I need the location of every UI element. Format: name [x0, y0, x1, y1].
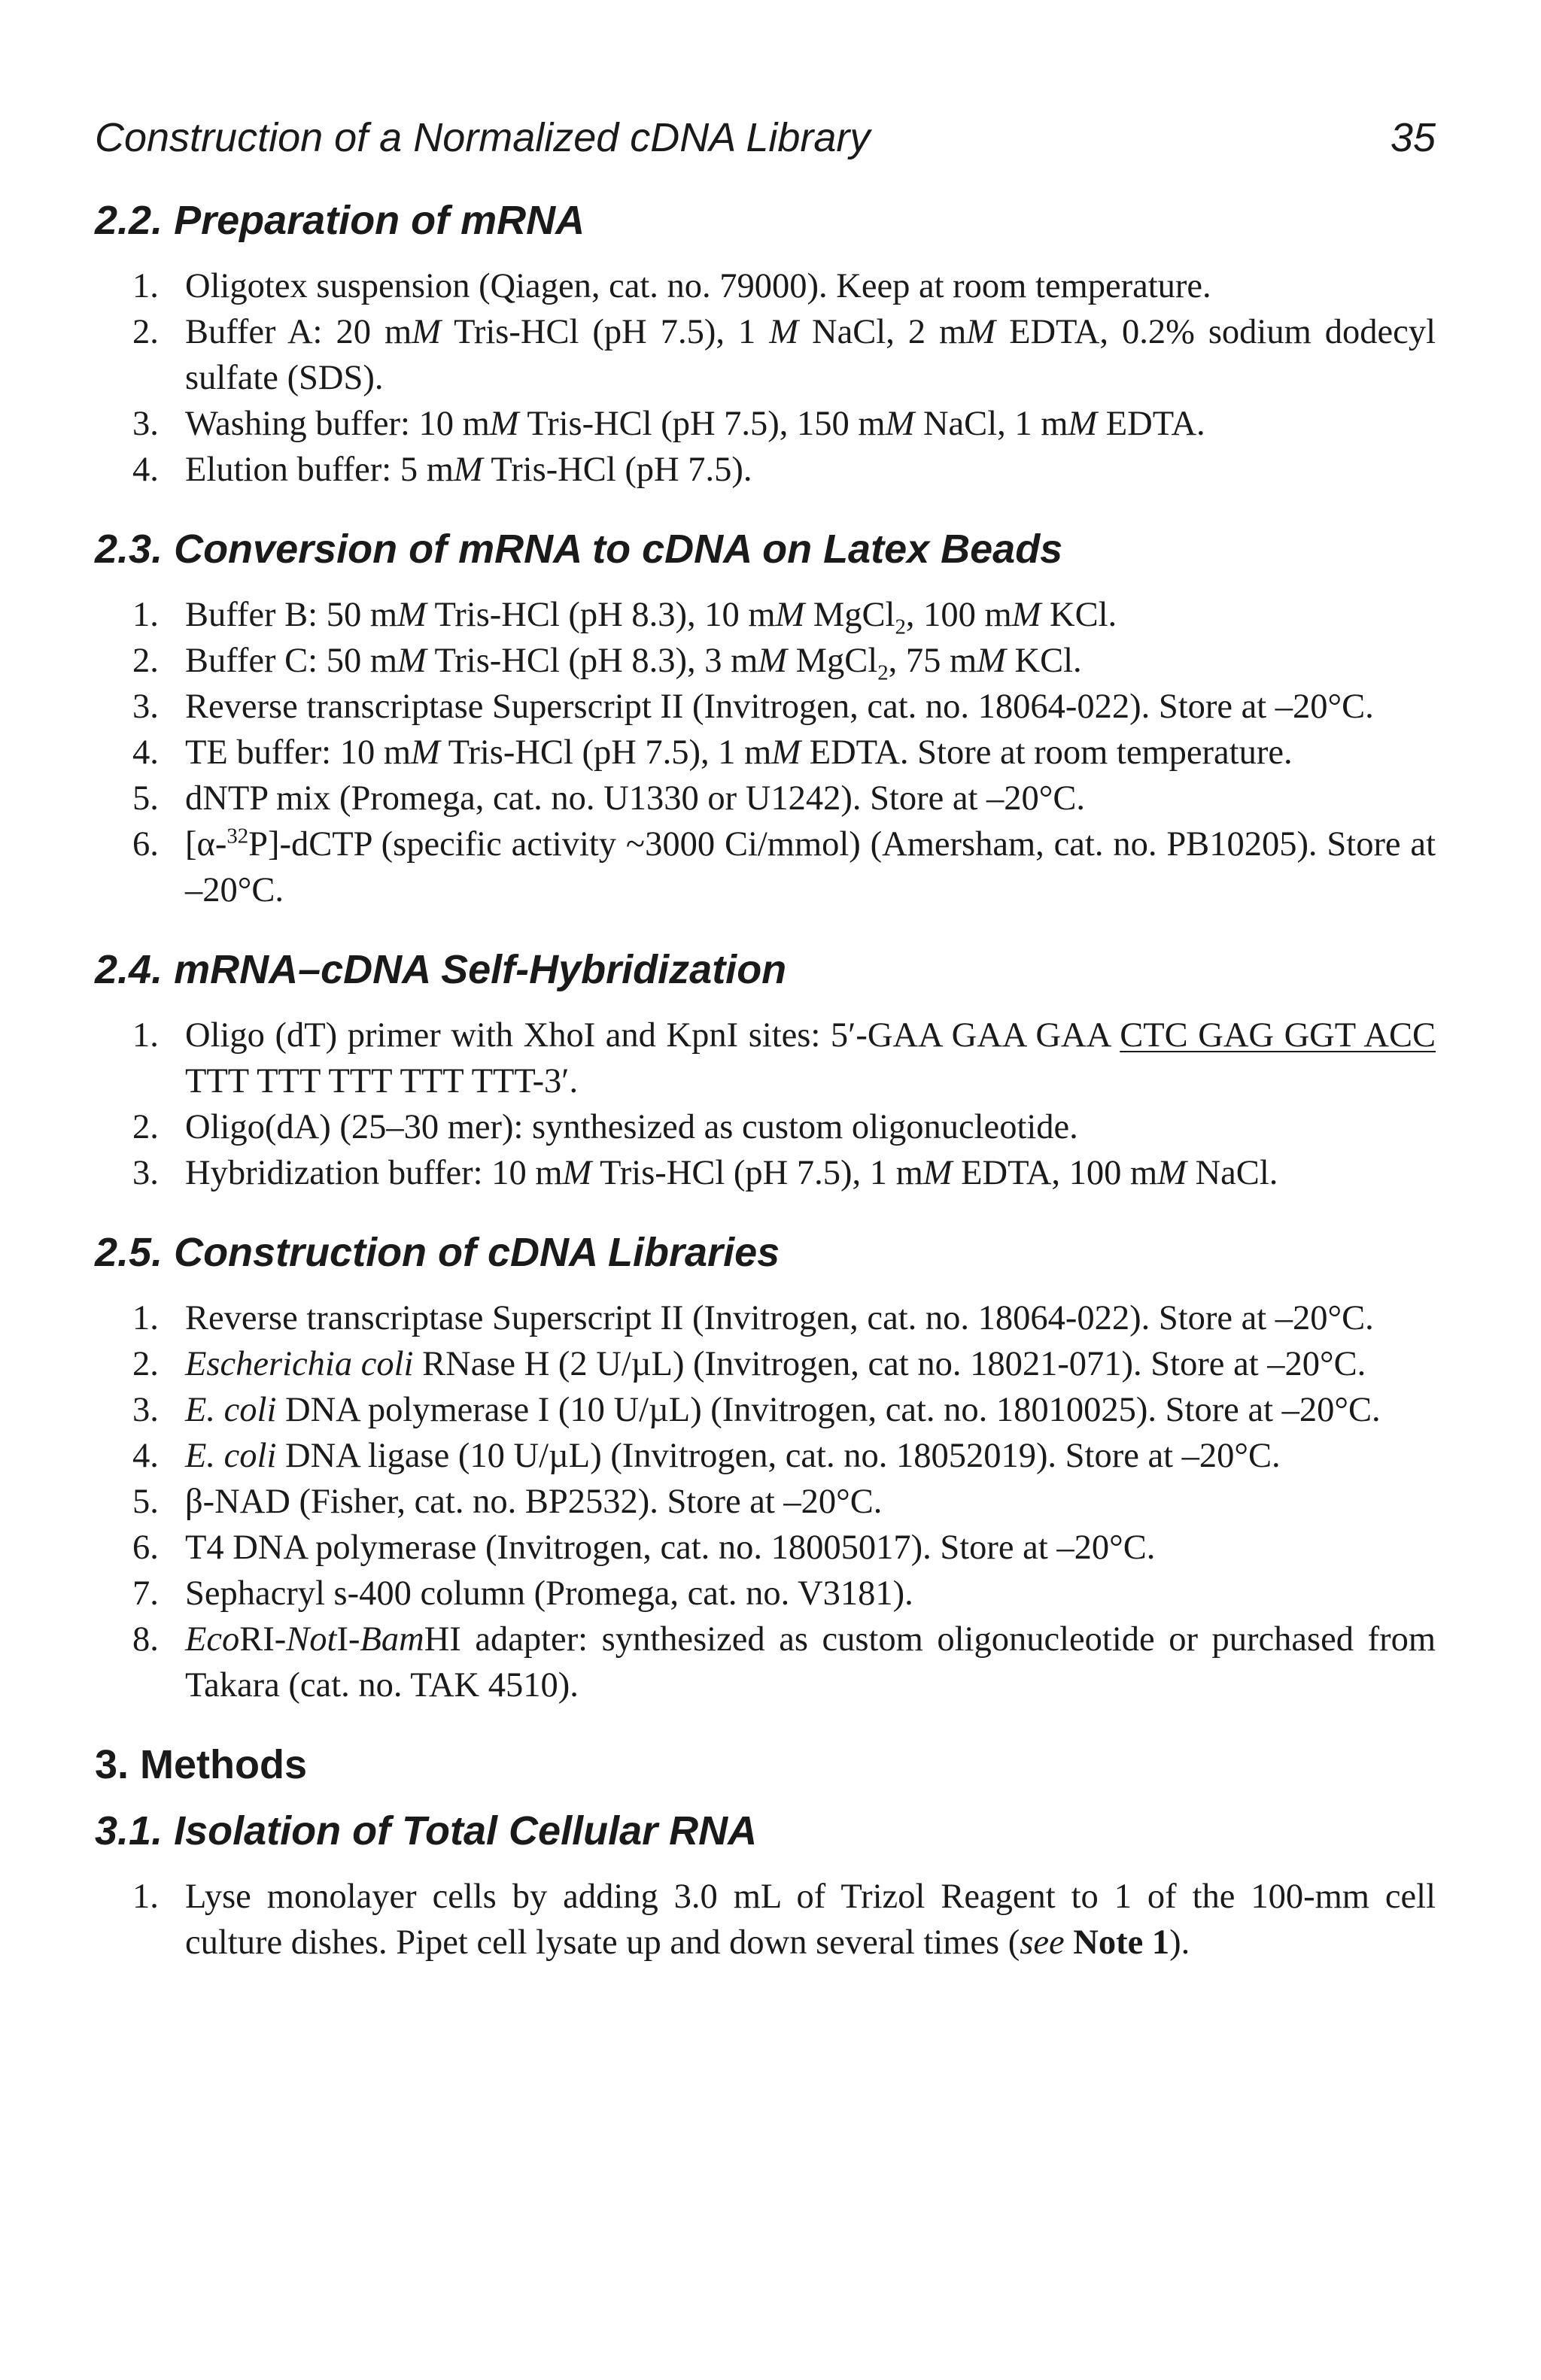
list-item: 5. dNTP mix (Promega, cat. no. U1330 or U1242). Store at –20°C.: [132, 779, 1086, 818]
list-item: 6. T4 DNA polymerase (Invitrogen, cat. no. 18005017). Store at –20°C.: [132, 1528, 1156, 1567]
list-item: 3. Washing buffer: 10 mM Tris-HCl (pH 7.5), 150 mM NaCl, 1 mM EDTA.: [132, 405, 1205, 443]
list-2-5: [95, 1295, 1436, 1708]
heading-3: 3. Methods: [95, 1742, 308, 1787]
list-item: 1. Buffer B: 50 mM Tris-HCl (pH 8.3), 10 mM MgCl$_2$, 100 mM KCl.: [132, 596, 1117, 639]
list-2-3: [95, 592, 1436, 913]
list-item: 4. TE buffer: 10 mM Tris-HCl (pH 7.5), 1 mM EDTA. Store at room temperature.: [132, 733, 1293, 772]
page-number: 35: [1390, 115, 1436, 160]
running-head-title: Construction of a Normalized cDNA Library: [95, 115, 871, 160]
list-item: 1. Lyse monolayer cells by adding 3.0 mL of Trizol Reagent to 1 of the 100-mm cell culture dishes. Pipet cell lysate up and down several times (see Note 1).: [132, 1878, 1436, 1962]
heading-2-5: 2.5. Construction of cDNA Libraries: [95, 1230, 780, 1275]
list-item: 5. β-NAD (Fisher, cat. no. BP2532). Store at –20°C.: [132, 1483, 883, 1521]
list-item: 6. [α-$^{32}$P]-dCTP (specific activity ~3000 Ci/mmol) (Amersham, cat. no. PB10205). Store at –20°C.: [132, 824, 1436, 909]
list-item: 7. Sephacryl s-400 column (Promega, cat. no. V3181).: [132, 1574, 913, 1613]
list-item: 1. Oligotex suspension (Qiagen, cat. no. 79000). Keep at room temperature.: [132, 267, 1211, 305]
heading-3-1: 3.1. Isolation of Total Cellular RNA: [95, 1808, 758, 1853]
heading-2-4: 2.4. mRNA–cDNA Self-Hybridization: [95, 947, 787, 992]
list-item: 3. E. coli DNA polymerase I (10 U/µL) (Invitrogen, cat. no. 18010025). Store at –20°C.: [132, 1391, 1381, 1429]
list-3-1: [95, 1874, 1436, 1966]
list-item: 8. EcoRI-NotI-BamHI adapter: synthesized as custom oligonucleotide or purchased from Takara (cat. no. TAK 4510).: [132, 1620, 1436, 1705]
running-head: [95, 111, 1436, 164]
heading-2-3: 2.3. Conversion of mRNA to cDNA on Latex Beads: [95, 527, 1063, 572]
note-reference[interactable]: Note 1: [1073, 1923, 1170, 1962]
restriction-sites-underlined: CTC GAG GGT ACC: [1120, 1016, 1436, 1055]
list-item: 2. Buffer A: 20 mM Tris-HCl (pH 7.5), 1 M NaCl, 2 mM EDTA, 0.2% sodium dodecyl sulfate (SDS).: [132, 313, 1436, 397]
list-item: 2. Oligo(dA) (25–30 mer): synthesized as custom oligonucleotide.: [132, 1108, 1078, 1146]
list-2-4: [95, 1012, 1436, 1196]
list-item: 1. Reverse transcriptase Superscript II (Invitrogen, cat. no. 18064-022). Store at –20°C.: [132, 1299, 1374, 1337]
page-content: [95, 197, 1436, 1999]
list-item: 4. E. coli DNA ligase (10 U/µL) (Invitrogen, cat. no. 18052019). Store at –20°C.: [132, 1437, 1281, 1475]
list-2-2: [95, 263, 1436, 493]
list-item: 4. Elution buffer: 5 mM Tris-HCl (pH 7.5).: [132, 451, 752, 489]
list-item: 3. Hybridization buffer: 10 mM Tris-HCl (pH 7.5), 1 mM EDTA, 100 mM NaCl.: [132, 1154, 1278, 1192]
list-item: 1. Oligo (dT) primer with XhoI and KpnI sites: 5′-GAA GAA GAA CTC GAG GGT ACC TTT TTT TTT TTT TTT-3′.: [132, 1016, 1436, 1100]
list-item: 2. Buffer C: 50 mM Tris-HCl (pH 8.3), 3 mM MgCl$_2$, 75 mM KCl.: [132, 642, 1082, 685]
list-item: 2. Escherichia coli RNase H (2 U/µL) (Invitrogen, cat no. 18021-071). Store at –20°C.: [132, 1345, 1366, 1383]
list-item: 3. Reverse transcriptase Superscript II (Invitrogen, cat. no. 18064-022). Store at –20°C.: [132, 688, 1374, 726]
heading-2-2: 2.2. Preparation of mRNA: [95, 198, 585, 243]
